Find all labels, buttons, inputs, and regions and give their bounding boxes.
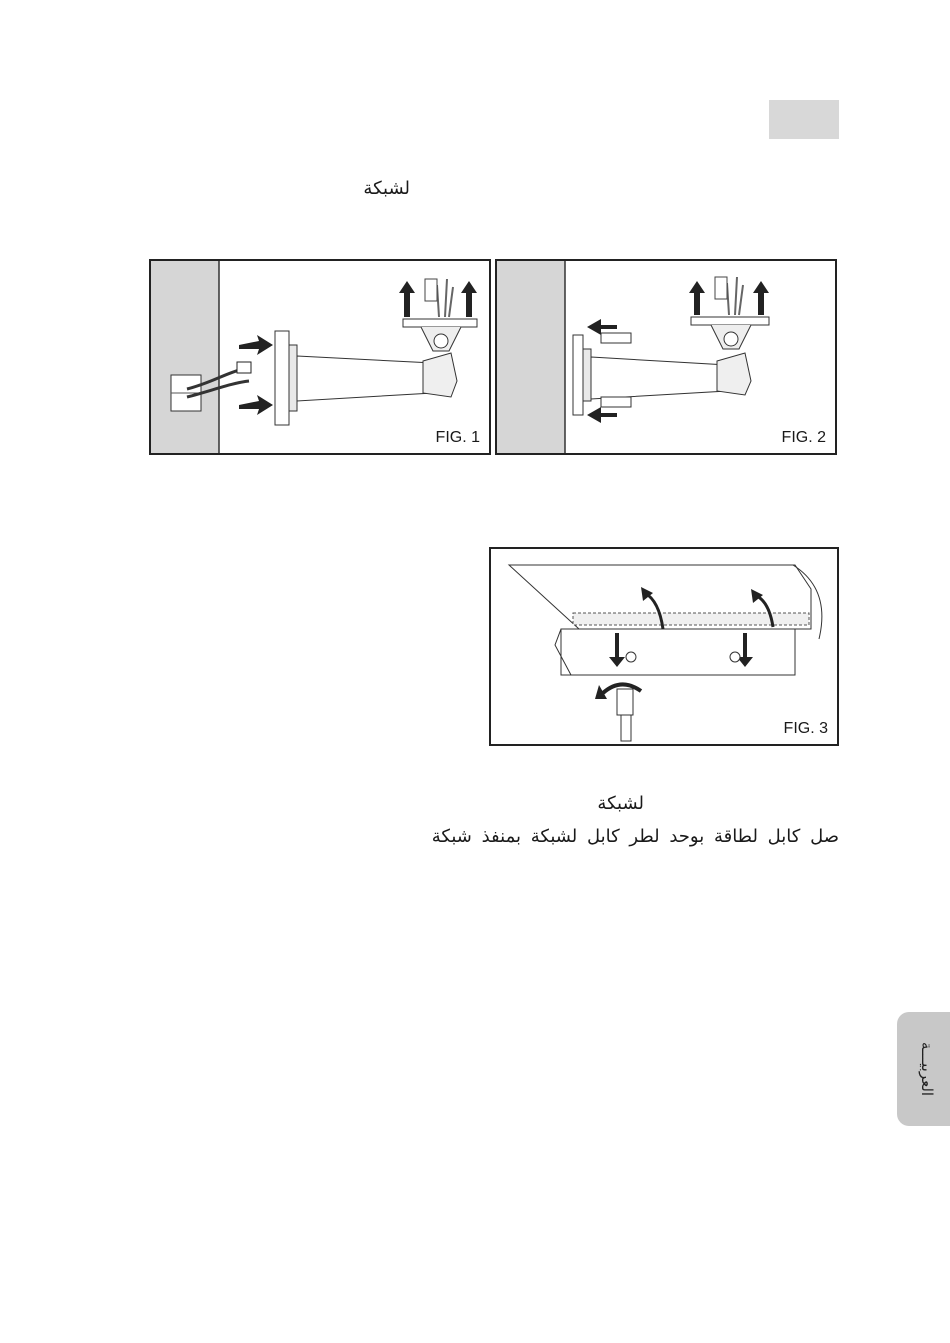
section-heading-network-connection: لشبكة	[597, 793, 644, 814]
language-tab-label: العربيـــة	[918, 1041, 936, 1097]
language-tab-arabic	[897, 1012, 950, 1126]
page-number-badge	[769, 100, 839, 139]
figure-3-illustration	[491, 549, 837, 744]
section-heading-network: لشبكة	[363, 178, 410, 199]
figure-1-label: FIG. 1	[435, 429, 480, 446]
figure-3-label: FIG. 3	[783, 720, 828, 737]
figure-2-illustration	[497, 261, 835, 453]
figure-2-label: FIG. 2	[781, 429, 826, 446]
network-cable-instruction: صل كابل لطاقة بوحد لطر كابل لشبكة بمنفذ شبكة	[431, 826, 839, 847]
figure-2	[495, 259, 837, 455]
figure-1	[149, 259, 491, 455]
figure-3	[489, 547, 839, 746]
figure-1-illustration	[151, 261, 489, 453]
